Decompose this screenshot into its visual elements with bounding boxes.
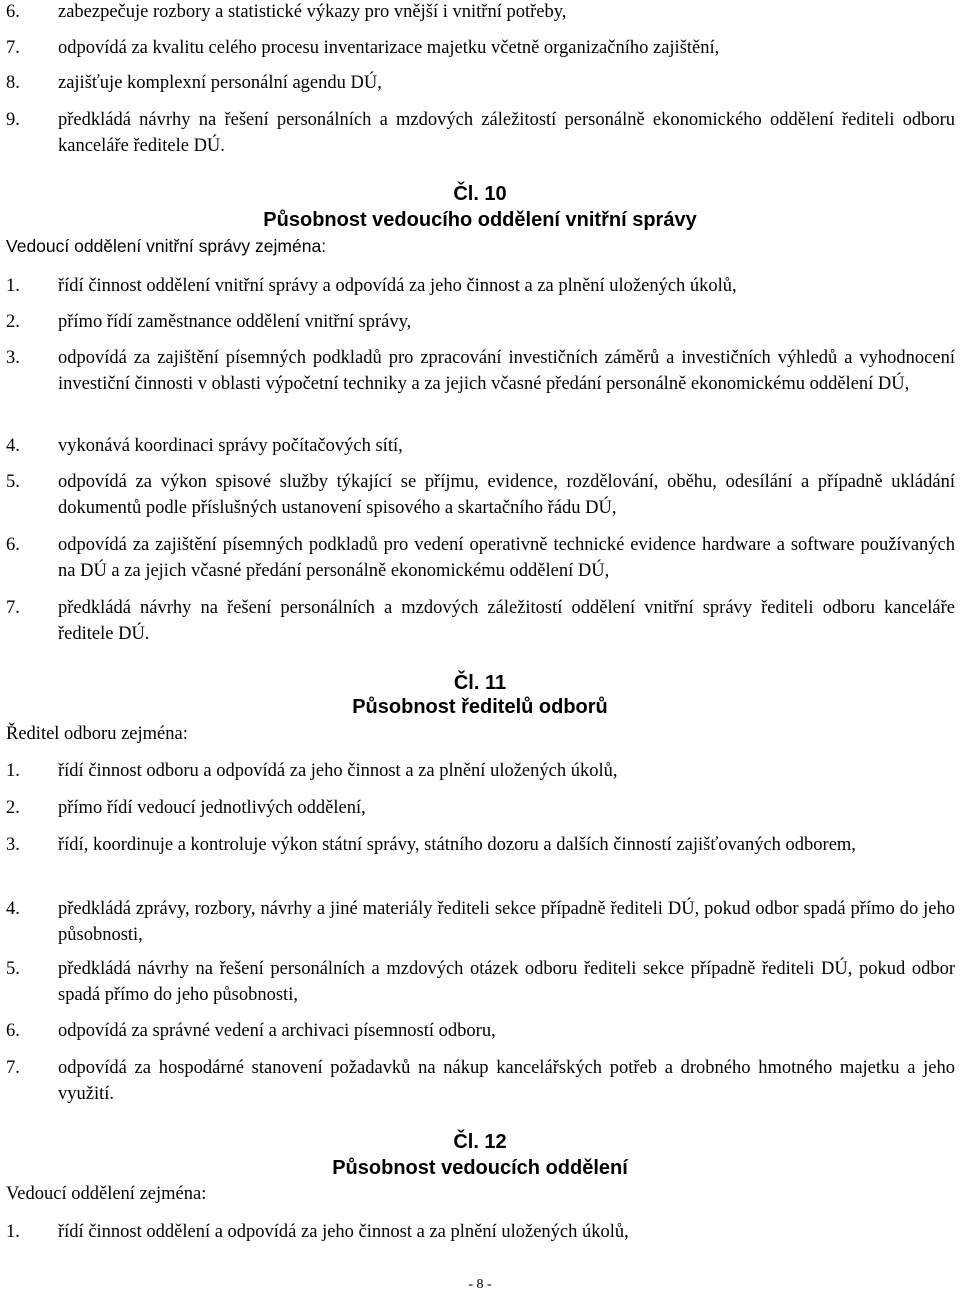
article-intro: Ředitel odboru zejména: xyxy=(6,724,188,744)
list-item: 5. předkládá návrhy na řešení personálních a mzdových otázek odboru řediteli sekce případně řediteli DÚ, pokud odbor spadá přímo do jeho působnosti, xyxy=(6,959,955,1005)
list-item: 6. zabezpečuje rozbory a statistické výkazy pro vnější i vnitřní potřeby, xyxy=(6,2,567,22)
article-title: Působnost vedoucího oddělení vnitřní správy xyxy=(263,209,697,231)
list-item: 9. předkládá návrhy na řešení personálních a mzdových záležitostí personálně ekonomického oddělení řediteli odboru kanceláře ředitele DÚ. xyxy=(6,110,955,156)
list-item: 1. řídí činnost oddělení a odpovídá za jeho činnost a za plnění uložených úkolů, xyxy=(6,1222,629,1242)
list-item: 6. odpovídá za zajištění písemných podkladů pro vedení operativně technické evidence hardware a software používaných na DÚ a za jejich včasné předání personálně ekonomickému oddělení DÚ, xyxy=(6,535,955,581)
list-item: 7. předkládá návrhy na řešení personálních a mzdových záležitostí oddělení vnitřní správy řediteli odboru kanceláře ředitele DÚ. xyxy=(6,598,955,644)
list-item: 3. odpovídá za zajištění písemných podkladů pro zpracování investičních záměrů a investičních výhledů a vyhodnocení investiční činnosti v oblasti výpočetní techniky a za jejich včasné předání personálně ekonomickému oddělení DÚ, xyxy=(6,348,955,394)
list-item: 2. přímo řídí vedoucí jednotlivých oddělení, xyxy=(6,798,366,818)
list-item: 8. zajišťuje komplexní personální agendu DÚ, xyxy=(6,73,382,93)
list-item: 7. odpovídá za hospodárné stanovení požadavků na nákup kancelářských potřeb a drobného hmotného majetku a jeho využití. xyxy=(6,1058,955,1104)
list-item: 4. vykonává koordinaci správy počítačových sítí, xyxy=(6,436,403,456)
list-item: 1. řídí činnost oddělení vnitřní správy a odpovídá za jeho činnost a za plnění uložených úkolů, xyxy=(6,276,737,296)
list-item: 2. přímo řídí zaměstnance oddělení vnitřní správy, xyxy=(6,312,412,332)
article-number: Čl. 12 xyxy=(453,1131,507,1153)
article-title: Působnost ředitelů odborů xyxy=(352,696,608,718)
list-item: 5. odpovídá za výkon spisové služby týkající se příjmu, evidence, rozdělování, oběhu, odesílání a případně ukládání dokumentů podle příslušných ustanovení spisového a skartačního řádu DÚ, xyxy=(6,472,955,518)
list-item: 7. odpovídá za kvalitu celého procesu inventarizace majetku včetně organizačního zajištění, xyxy=(6,38,720,58)
article-intro: Vedoucí oddělení zejména: xyxy=(6,1184,207,1204)
article-number: Čl. 10 xyxy=(453,183,507,205)
list-item: 3. řídí, koordinuje a kontroluje výkon státní správy, státního dozoru a dalších činností zajišťovaných odborem, xyxy=(6,835,856,855)
list-item: 4. předkládá zprávy, rozbory, návrhy a jiné materiály řediteli sekce případně řediteli DÚ, pokud odbor spadá přímo do jeho působnosti, xyxy=(6,899,955,945)
article-number: Čl. 11 xyxy=(453,672,507,694)
list-item: 6. odpovídá za správné vedení a archivaci písemností odboru, xyxy=(6,1021,496,1041)
list-item: 1. řídí činnost odboru a odpovídá za jeho činnost a za plnění uložených úkolů, xyxy=(6,761,618,781)
article-intro: Vedoucí oddělení vnitřní správy zejména: xyxy=(6,236,327,256)
page-number: - 8 - xyxy=(468,1277,492,1292)
article-title: Působnost vedoucích oddělení xyxy=(332,1157,628,1179)
